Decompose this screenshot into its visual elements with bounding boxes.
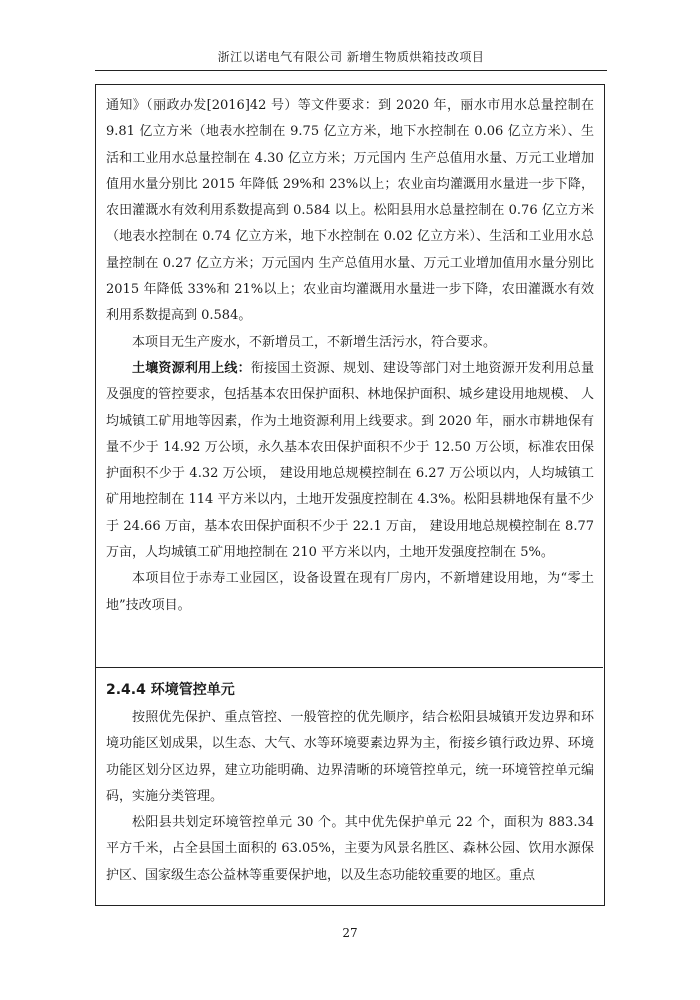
water-conclusion-paragraph: 本项目无生产废水，不新增员工，不新增生活污水，符合要求。: [132, 334, 497, 350]
section-2-4-4: [106, 673, 594, 889]
land-conclusion-paragraph: 本项目位于赤寿工业园区，设备设置在现有厂房内，不新增建设用地，为“零土地”技改项目。: [106, 571, 594, 613]
page-header-title: 浙江以诺电气有限公司 新增生物质烘箱技改项目: [217, 50, 485, 64]
land-resource-text: 衔接国土资源、规划、建设等部门对土地资源开发利用总量及强度的管控要求，包括基本农田保护面积、林地保护面积、城乡建设用地规模、 人均城镇工矿用地等因素，作为土地资源利用上线要求。到 2020 年，丽水市耕地保有量不少于 14.92 万公顷，永久基本农田保护面积不少于 12.50 万公顷，标准农田保护面积不少于 4.32 万公顷， 建设用地总规模控制在 6.27 万公顷以内，人均城镇工矿用地控制在 114 平方米以内，土地开发强度控制在 4.3%。松阳县耕地保有量不少于 24.66 万亩，基本农田保护面积不少于 22.1 万亩， 建设用地总规模控制在 8.77 万亩，人均城镇工矿用地控制在 210 平方米以内，土地开发强度控制在 5%。: [106, 360, 594, 561]
water-resource-paragraph: 通知》（丽政办发[2016]42 号）等文件要求：到 2020 年，丽水市用水总量控制在 9.81 亿立方米（地表水控制在 9.75 亿立方米，地下水控制在 0.06 亿立方米）、生活和工业用水总量控制在 4.30 亿立方米；万元国内 生产总值用水量、万元工业增加值用水量分别比 2015 年降低 29%和 23%以上；农业亩均灌溉用水量进一步下降，农田灌溉水有效利用系数提高到 0.584 以上。松阳县用水总量控制在 0.76 亿立方米（地表水控制在 0.74 亿立方米，地下水控制在 0.02 亿立方米）、生活和工业用水总量控制在 0.27 亿立方米；万元国内 生产总值用水量、万元工业增加值用水量分别比 2015 年降低 33%和 21%以上；农业亩均灌溉用水量进一步下降，农田灌溉水有效利用系数提高到 0.584。: [106, 98, 594, 324]
management-unit-paragraph-2: 松阳县共划定环境管控单元 30 个。其中优先保护单元 22 个，面积为 883.34 平方千米，占全县国土面积的 63.05%，主要为风景名胜区、森林公园、饮用水源保护区、国家级生态公益林等重要保护地，以及生态功能较重要的地区。重点: [106, 815, 594, 883]
document-body: [106, 93, 594, 619]
management-unit-paragraph-1: 按照优先保护、重点管控、一般管控的优先顺序，结合松阳县城镇开发边界和环境功能区划成果，以生态、大气、水等环境要素边界为主，衔接乡镇行政边界、环境功能区划分区边界，建立功能明确、边界清晰的环境管控单元，统一环境管控单元编码，实施分类管理。: [106, 710, 594, 804]
land-resource-label: 土壤资源利用上线：: [132, 360, 251, 376]
content-frame: [95, 84, 605, 906]
page-number: 27: [342, 926, 358, 940]
section-heading: 2.4.4 环境管控单元: [106, 682, 235, 698]
section-divider: [96, 667, 603, 668]
header-divider: [95, 70, 607, 71]
land-resource-paragraph: [106, 356, 594, 566]
